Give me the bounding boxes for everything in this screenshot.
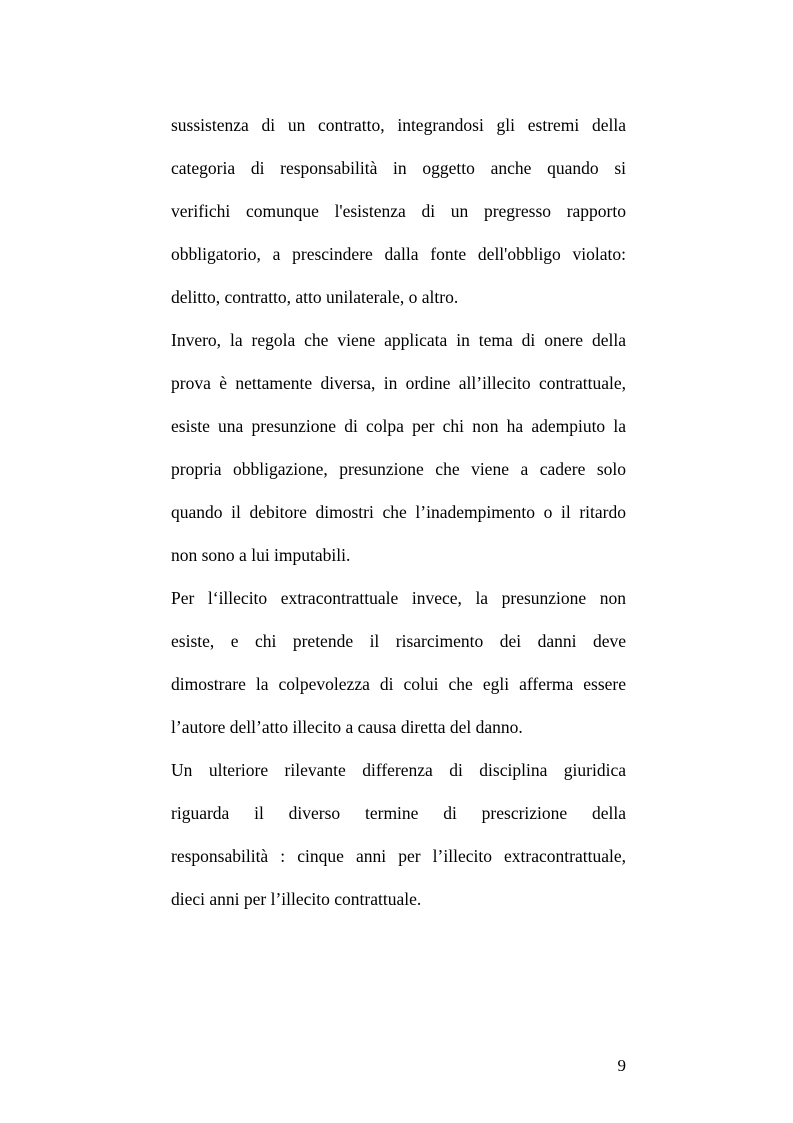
text-line: non sono a lui imputabili. (171, 545, 351, 565)
text-line: responsabilità : cinque anni per l’illecito extracontrattuale, (171, 846, 626, 866)
text-line: prova è nettamente diversa, in ordine all’illecito contrattuale, (171, 373, 626, 393)
body-text (171, 104, 626, 921)
text-line: l’autore dell’atto illecito a causa diretta del danno. (171, 717, 523, 737)
text-line: Invero, la regola che viene applicata in tema di onere della (171, 330, 626, 350)
text-line: propria obbligazione, presunzione che viene a cadere solo (171, 459, 626, 479)
text-line: Per l‘illecito extracontrattuale invece, la presunzione non (171, 588, 626, 608)
text-line: dieci anni per l’illecito contrattuale. (171, 889, 422, 909)
text-line: categoria di responsabilità in oggetto anche quando si (171, 158, 626, 178)
text-line: Un ulteriore rilevante differenza di disciplina giuridica (171, 760, 626, 780)
text-line: riguarda il diverso termine di prescrizione della (171, 803, 626, 823)
page-number: 9 (617, 1056, 626, 1075)
text-line: delitto, contratto, atto unilaterale, o altro. (171, 287, 459, 307)
text-line: sussistenza di un contratto, integrandosi gli estremi della (171, 115, 626, 135)
text-line: esiste, e chi pretende il risarcimento dei danni deve (171, 631, 626, 651)
text-line: quando il debitore dimostri che l’inadempimento o il ritardo (171, 502, 626, 522)
text-line: obbligatorio, a prescindere dalla fonte dell'obbligo violato: (171, 244, 626, 264)
text-line: dimostrare la colpevolezza di colui che egli afferma essere (171, 674, 626, 694)
text-line: esiste una presunzione di colpa per chi non ha adempiuto la (171, 416, 626, 436)
text-line: verifichi comunque l'esistenza di un pregresso rapporto (171, 201, 626, 221)
